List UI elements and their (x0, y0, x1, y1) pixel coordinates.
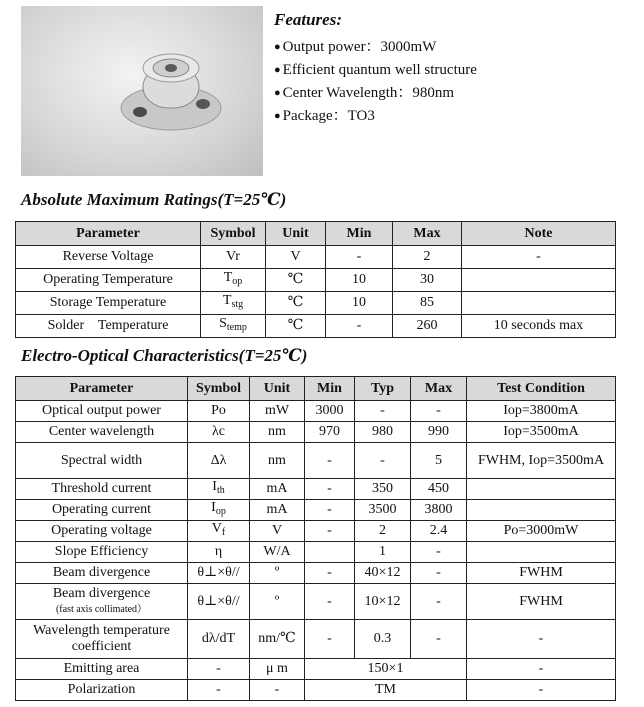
column-header: Unit (266, 222, 326, 246)
features-block (274, 10, 634, 128)
symbol-cell: Vr (201, 246, 266, 269)
max-cell: 3800 (411, 500, 467, 521)
column-header: Parameter (16, 377, 188, 401)
product-photo (21, 6, 263, 176)
table-row (16, 584, 616, 620)
condition-cell (467, 479, 616, 500)
column-header: Max (411, 377, 467, 401)
column-header: Symbol (188, 377, 250, 401)
max-cell: - (411, 563, 467, 584)
max-cell: 30 (393, 269, 462, 292)
symbol-cell: θ⊥×θ// (188, 584, 250, 620)
typ-cell: 350 (355, 479, 411, 500)
unit-cell: mA (250, 500, 305, 521)
condition-cell (467, 542, 616, 563)
condition-cell (467, 500, 616, 521)
symbol-cell: $S_{temp}$ (201, 315, 266, 338)
column-header: Max (393, 222, 462, 246)
typ-cell: 10×12 (355, 584, 411, 620)
condition-cell: Po=3000mW (467, 521, 616, 542)
min-cell: - (305, 443, 355, 479)
condition-cell: - (467, 659, 616, 680)
min-cell (305, 542, 355, 563)
table-row (16, 292, 616, 315)
min-cell: 10 (326, 292, 393, 315)
unit-cell: ℃ (266, 292, 326, 315)
min-cell: - (305, 479, 355, 500)
table-row (16, 500, 616, 521)
column-header: Min (305, 377, 355, 401)
unit-cell: nm (250, 422, 305, 443)
eoc-table (15, 376, 616, 701)
condition-cell: FWHM, Iop=3500mA (467, 443, 616, 479)
param-cell: Slope Efficiency (16, 542, 188, 563)
feature-item: ● Center Wavelength：980nm (274, 82, 634, 105)
feature-item: ● Efficient quantum well structure (274, 59, 634, 82)
unit-cell: nm (250, 443, 305, 479)
symbol-cell: $T_{stg}$ (201, 292, 266, 315)
note-cell: 10 seconds max (462, 315, 616, 338)
param-cell: Reverse Voltage (16, 246, 201, 269)
max-cell: 2.4 (411, 521, 467, 542)
symbol-cell: λc (188, 422, 250, 443)
param-cell: Solder Temperature (16, 315, 201, 338)
condition-cell: Iop=3800mA (467, 401, 616, 422)
column-header: Unit (250, 377, 305, 401)
table-row (16, 246, 616, 269)
table-row (16, 521, 616, 542)
min-cell: - (305, 620, 355, 659)
param-cell: Polarization (16, 680, 188, 701)
column-header: Typ (355, 377, 411, 401)
typ-cell: 1 (355, 542, 411, 563)
feature-item: ● Output power：3000mW (274, 36, 634, 59)
unit-cell: V (266, 246, 326, 269)
symbol-cell: Po (188, 401, 250, 422)
min-cell: - (305, 500, 355, 521)
unit-cell: º (250, 563, 305, 584)
max-cell: 5 (411, 443, 467, 479)
typ-cell: 3500 (355, 500, 411, 521)
unit-cell: º (250, 584, 305, 620)
unit-cell: - (250, 680, 305, 701)
eoc-section-title: Electro-Optical Characteristics(T=25℃) (21, 346, 308, 365)
max-cell: - (411, 401, 467, 422)
max-cell: 260 (393, 315, 462, 338)
param-cell: Emitting area (16, 659, 188, 680)
symbol-cell: η (188, 542, 250, 563)
min-cell: - (305, 584, 355, 620)
table-row (16, 269, 616, 292)
param-cell: Spectral width (16, 443, 188, 479)
amr-section-title: Absolute Maximum Ratings(T=25℃) (21, 190, 287, 209)
table-row (16, 563, 616, 584)
column-header: Note (462, 222, 616, 246)
typ-cell: - (355, 401, 411, 422)
unit-cell: nm/℃ (250, 620, 305, 659)
typ-cell: 980 (355, 422, 411, 443)
typ-cell: 40×12 (355, 563, 411, 584)
symbol-cell: $I_{op}$ (188, 500, 250, 521)
min-cell: - (305, 563, 355, 584)
condition-cell: Iop=3500mA (467, 422, 616, 443)
param-cell: Beam divergence (fast axis collimated） (16, 584, 188, 620)
min-cell: 970 (305, 422, 355, 443)
unit-cell: W/A (250, 542, 305, 563)
param-cell: Beam divergence (16, 563, 188, 584)
unit-cell: V (250, 521, 305, 542)
to3-package-icon (113, 46, 223, 146)
table-header-row (16, 377, 616, 401)
condition-cell: - (467, 620, 616, 659)
condition-cell: - (467, 680, 616, 701)
param-cell: Operating current (16, 500, 188, 521)
param-cell: Operating Temperature (16, 269, 201, 292)
value-cell: 150×1 (305, 659, 467, 680)
condition-cell: FWHM (467, 563, 616, 584)
unit-cell: ℃ (266, 315, 326, 338)
column-header: Test Condition (467, 377, 616, 401)
symbol-cell: - (188, 659, 250, 680)
table-row (16, 443, 616, 479)
condition-cell: FWHM (467, 584, 616, 620)
table-row (16, 680, 616, 701)
param-cell: Wavelength temperature coefficient (16, 620, 188, 659)
symbol-cell: $I_{th}$ (188, 479, 250, 500)
param-cell: Storage Temperature (16, 292, 201, 315)
unit-cell: mA (250, 479, 305, 500)
max-cell: 450 (411, 479, 467, 500)
unit-cell: μ m (250, 659, 305, 680)
typ-cell: 2 (355, 521, 411, 542)
table-row (16, 542, 616, 563)
max-cell: 2 (393, 246, 462, 269)
table-row (16, 315, 616, 338)
max-cell: - (411, 542, 467, 563)
amr-table (15, 221, 616, 338)
note-cell (462, 269, 616, 292)
symbol-cell: θ⊥×θ// (188, 563, 250, 584)
max-cell: - (411, 620, 467, 659)
symbol-cell: $T_{op}$ (201, 269, 266, 292)
unit-cell: ℃ (266, 269, 326, 292)
symbol-cell: - (188, 680, 250, 701)
table-row (16, 620, 616, 659)
table-row (16, 422, 616, 443)
column-header: Parameter (16, 222, 201, 246)
features-title: Features: (274, 10, 342, 29)
note-cell (462, 292, 616, 315)
max-cell: 85 (393, 292, 462, 315)
min-cell: - (326, 246, 393, 269)
param-cell: Threshold current (16, 479, 188, 500)
param-cell: Operating voltage (16, 521, 188, 542)
value-cell: TM (305, 680, 467, 701)
column-header: Min (326, 222, 393, 246)
table-row (16, 659, 616, 680)
features-list (274, 36, 634, 128)
typ-cell: 0.3 (355, 620, 411, 659)
table-row (16, 401, 616, 422)
symbol-cell: Δλ (188, 443, 250, 479)
min-cell: 10 (326, 269, 393, 292)
min-cell: 3000 (305, 401, 355, 422)
typ-cell: - (355, 443, 411, 479)
table-header-row (16, 222, 616, 246)
param-cell: Optical output power (16, 401, 188, 422)
max-cell: 990 (411, 422, 467, 443)
table-row (16, 479, 616, 500)
note-cell: - (462, 246, 616, 269)
column-header: Symbol (201, 222, 266, 246)
min-cell: - (305, 521, 355, 542)
param-cell: Center wavelength (16, 422, 188, 443)
min-cell: - (326, 315, 393, 338)
max-cell: - (411, 584, 467, 620)
unit-cell: mW (250, 401, 305, 422)
feature-item: ● Package：TO3 (274, 105, 634, 128)
symbol-cell: $V_f$ (188, 521, 250, 542)
symbol-cell: dλ/dT (188, 620, 250, 659)
